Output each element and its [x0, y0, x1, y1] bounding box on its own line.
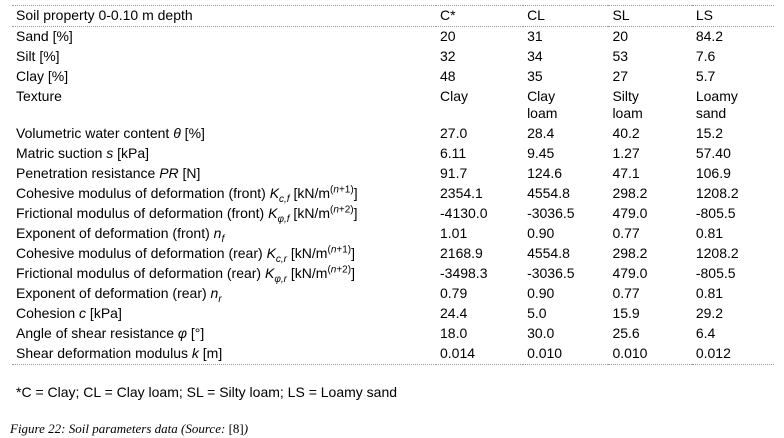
cell-silty-loam: 15.9 — [612, 305, 640, 321]
cell-loamy-sand: 0.81 — [695, 285, 724, 301]
cell-loamy-sand: -805.5 — [695, 265, 736, 281]
cell-clay-loam: 124.6 — [527, 165, 563, 181]
cell-loamy-sand: 57.40 — [695, 145, 731, 161]
cell-clay-loam: 28.4 — [527, 125, 555, 141]
row-label: Sand [%] — [16, 28, 73, 44]
header-silty-loam: SL — [612, 7, 630, 23]
cell-silty-loam: 25.6 — [612, 325, 640, 341]
table-row — [12, 264, 774, 284]
cell-clay-loam: 4554.8 — [527, 245, 570, 261]
cell-clay: Clay — [440, 88, 469, 104]
table-row — [12, 67, 774, 87]
cell-clay-loam: 4554.8 — [527, 185, 570, 201]
cell-loamy-sand: 5.7 — [695, 68, 716, 84]
row-label: Volumetric water content θ [%] — [16, 125, 205, 141]
header-property: Soil property 0-0.10 m depth — [16, 7, 193, 23]
cell-silty-loam: 298.2 — [612, 245, 648, 261]
cell-clay-loam: 34 — [527, 48, 543, 64]
table-row — [12, 204, 774, 224]
cell-silty-loam: 27 — [612, 68, 629, 84]
table-row — [12, 124, 774, 144]
row-label: Clay [%] — [16, 68, 69, 84]
figure-caption — [10, 421, 248, 437]
cell-clay: 91.7 — [440, 165, 468, 181]
cell-clay-loam: 0.90 — [527, 225, 555, 241]
cell-loamy-sand: 0.012 — [692, 344, 774, 365]
cell-loamy-sand: 84.2 — [695, 28, 724, 44]
row-label: Cohesive modulus of deformation (rear) $K_{c,r}$ $[kN/m^{(n+1)}]$ — [16, 244, 355, 265]
cell-loamy-sand: 1208.2 — [695, 245, 739, 261]
cell-silty-loam: 1.27 — [612, 145, 640, 161]
table-row — [12, 304, 774, 324]
cell-loamy-sand: 6.4 — [695, 325, 716, 341]
soil-parameters-table — [12, 5, 774, 365]
row-label: Penetration resistance PR [N] — [16, 165, 201, 181]
cell-clay: 1.01 — [440, 225, 468, 241]
cell-clay: 24.4 — [440, 305, 468, 321]
cell-clay: 0.014 — [436, 344, 523, 365]
row-label: Exponent of deformation (front) $n_f$ — [16, 225, 225, 245]
table-header-row — [12, 6, 774, 27]
cell-clay: -4130.0 — [440, 205, 488, 221]
caption-reference: [8] — [228, 421, 244, 436]
row-label: Cohesion c [kPa] — [16, 305, 122, 321]
table-row — [12, 224, 774, 244]
cell-silty-loam: 40.2 — [612, 125, 640, 141]
table-row — [12, 164, 774, 184]
cell-loamy-sand: 0.81 — [695, 225, 724, 241]
cell-clay-loam: 5.0 — [527, 305, 547, 321]
table-row — [12, 244, 774, 264]
cell-clay: 18.0 — [440, 325, 468, 341]
table-row — [12, 184, 774, 204]
cell-silty-loam: 47.1 — [612, 165, 640, 181]
row-label: Silt [%] — [16, 48, 60, 64]
cell-silty-loam: 0.77 — [612, 225, 640, 241]
cell-clay-loam: 9.45 — [527, 145, 555, 161]
cell-clay: 32 — [440, 48, 456, 64]
caption-close: ) — [243, 421, 249, 436]
cell-silty-loam: 298.2 — [612, 185, 648, 201]
cell-loamy-sand: 1208.2 — [695, 185, 739, 201]
table-row — [12, 324, 774, 344]
row-label: Matric suction s [kPa] — [16, 145, 150, 161]
cell-silty-loam: 0.77 — [612, 285, 640, 301]
cell-silty-loam: 479.0 — [612, 205, 648, 221]
cell-clay-loam: -3036.5 — [527, 205, 575, 221]
cell-clay-loam: -3036.5 — [527, 265, 575, 281]
cell-clay: -3498.3 — [440, 265, 488, 281]
cell-silty-loam: Silty loam — [612, 88, 643, 121]
cell-clay-loam: 30.0 — [527, 325, 555, 341]
cell-loamy-sand: 15.2 — [695, 125, 724, 141]
cell-loamy-sand: -805.5 — [695, 205, 736, 221]
table-row — [12, 144, 774, 164]
row-label: Exponent of deformation (rear) $n_r$ — [16, 285, 222, 305]
row-label: Shear deformation modulus k [m] — [12, 344, 436, 365]
table-body — [12, 27, 774, 365]
cell-loamy-sand: 106.9 — [695, 165, 731, 181]
table-row — [12, 344, 774, 365]
caption-text: Figure 22: Soil parameters data (Source: — [10, 421, 229, 436]
table-row — [12, 27, 774, 48]
cell-clay-loam: 35 — [527, 68, 543, 84]
row-label: Cohesive modulus of deformation (front) $K_{c,f}$ $[kN/m^{(n+1)}]$ — [16, 184, 358, 205]
table-row — [12, 284, 774, 304]
header-loamy-sand: LS — [695, 7, 713, 23]
cell-clay: 2354.1 — [440, 185, 483, 201]
table-footnote: *C = Clay; CL = Clay loam; SL = Silty loam; LS = Loamy sand — [16, 384, 398, 400]
row-label: Texture — [16, 88, 62, 104]
row-label: Angle of shear resistance φ [°] — [16, 325, 205, 341]
header-clay: C* — [440, 7, 456, 23]
row-label: Frictional modulus of deformation (rear) $K_{\varphi,r}$ $[kN/m^{(n+2)}]$ — [16, 264, 355, 285]
cell-clay: 2168.9 — [440, 245, 483, 261]
cell-silty-loam: 53 — [612, 48, 629, 64]
table-row — [12, 87, 774, 124]
cell-silty-loam: 479.0 — [612, 265, 648, 281]
cell-clay-loam: Clay loam — [527, 88, 558, 121]
cell-clay: 20 — [440, 28, 456, 44]
cell-clay-loam: 0.010 — [523, 344, 608, 365]
cell-clay: 27.0 — [440, 125, 468, 141]
table-row — [12, 47, 774, 67]
cell-clay-loam: 31 — [527, 28, 543, 44]
cell-loamy-sand: Loamy sand — [695, 88, 738, 121]
header-clay-loam: CL — [527, 7, 545, 23]
cell-clay-loam: 0.90 — [527, 285, 555, 301]
cell-clay: 0.79 — [440, 285, 468, 301]
cell-loamy-sand: 29.2 — [695, 305, 724, 321]
cell-silty-loam: 0.010 — [608, 344, 691, 365]
cell-loamy-sand: 7.6 — [695, 48, 716, 64]
cell-clay: 6.11 — [440, 145, 467, 161]
cell-clay: 48 — [440, 68, 456, 84]
row-label: Frictional modulus of deformation (front) $K_{\varphi,f}$ $[kN/m^{(n+2)}]$ — [16, 204, 358, 225]
cell-silty-loam: 20 — [612, 28, 629, 44]
